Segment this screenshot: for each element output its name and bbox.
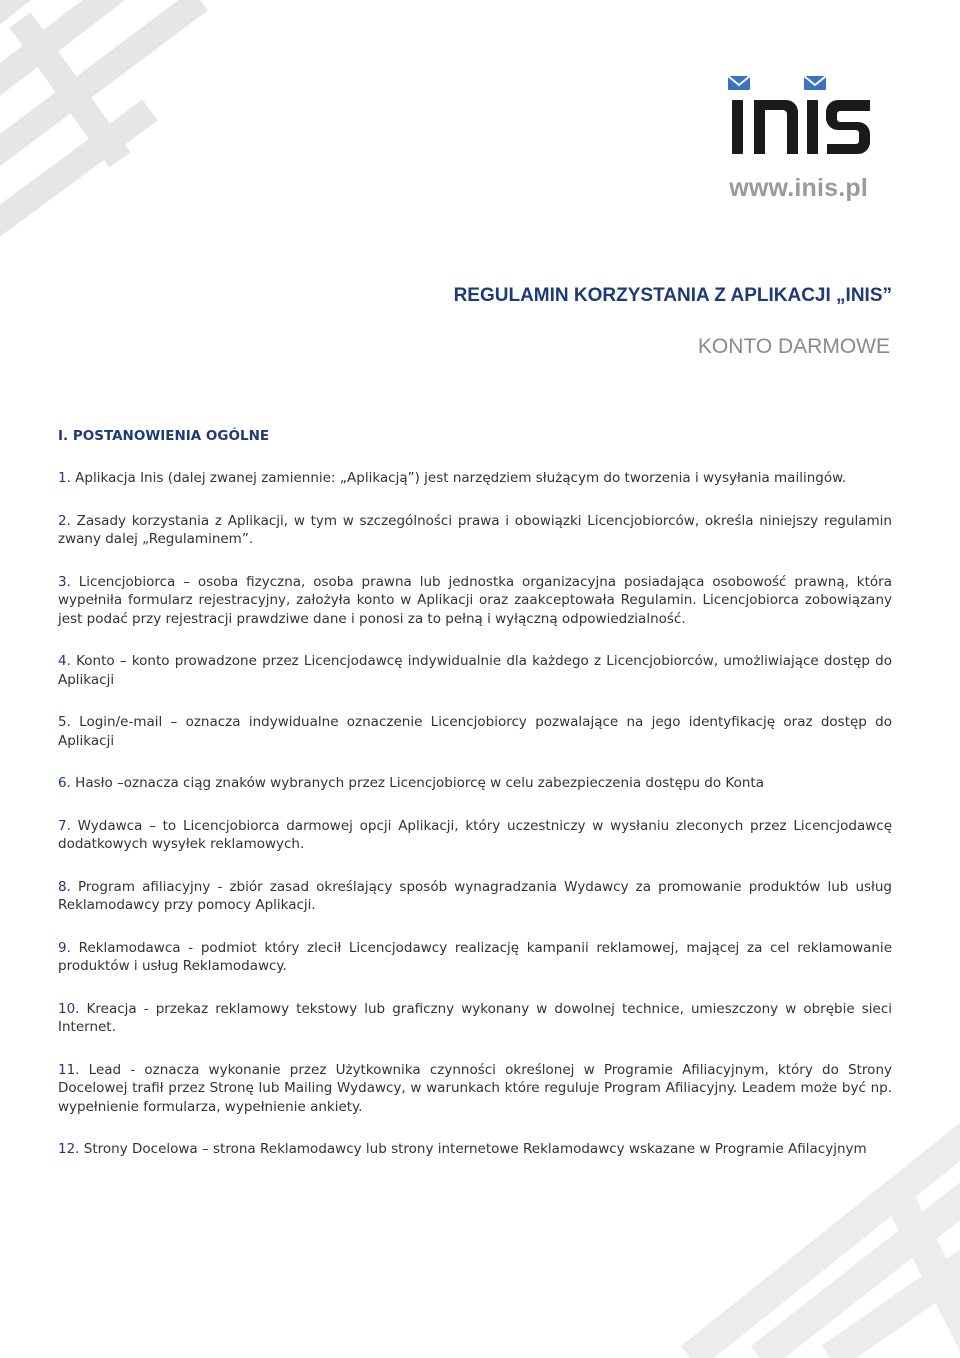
paragraph-number: 5. xyxy=(58,714,71,730)
paragraph-10 xyxy=(58,1000,892,1037)
paragraph-number: 3. xyxy=(58,573,71,590)
paragraph-number: 12. xyxy=(58,1141,80,1157)
document-subtitle: KONTO DARMOWE xyxy=(697,335,890,358)
paragraph-number: 2. xyxy=(58,512,71,529)
paragraph-text: Konto – konto prowadzone przez Licencjodawcę indywidualnie dla każdego z Licencjobiorców, umożliwiające dostęp do Aplikacji xyxy=(58,653,892,688)
paragraph-5 xyxy=(58,713,892,750)
paragraph-number: 9. xyxy=(58,939,71,956)
paragraph-number: 1. xyxy=(58,470,71,486)
website-url: www.inis.pl xyxy=(729,174,868,202)
paragraph-7 xyxy=(58,817,892,854)
paragraph-number: 6. xyxy=(58,775,71,791)
paragraph-text: Kreacja - przekaz reklamowy tekstowy lub graficzny wykonany w dowolnej technice, umieszczony w obrębie sieci Internet. xyxy=(58,1000,892,1035)
paragraph-text: Lead - oznacza wykonanie przez Użytkownika czynności określonej w Programie Afiliacyjnym, który do Strony Docelowej trafił przez Stronę lub Mailing Wydawcy, w warunkach które reguluje Program Afiliacyjny. Leadem może być np. wypełnienie formularza, wypełnienie ankiety. xyxy=(58,1061,892,1115)
logo-envelope-icon xyxy=(728,76,826,90)
paragraph-number: 8. xyxy=(58,878,71,895)
paragraph-text: Login/e-mail – oznacza indywidualne oznaczenie Licencjobiorcy pozwalające na jego identyfikację oraz dostęp do Aplikacji xyxy=(58,714,892,749)
paragraph-number: 11. xyxy=(58,1061,80,1078)
document-title: REGULAMIN KORZYSTANIA Z APLIKACJI „INIS” xyxy=(453,285,892,306)
inis-logo xyxy=(728,74,874,158)
paragraph-text: Strony Docelowa – strona Reklamodawcy lub strony internetowe Reklamodawcy wskazane w Programie Afilacyjnym xyxy=(79,1141,867,1157)
paragraph-text: Licencjobiorca – osoba fizyczna, osoba prawna lub jednostka organizacyjna posiadająca osobowość prawną, która wypełniła formularz rejestracyjny, założyła konto w Aplikacji oraz zaakceptowała Regulamin. Licencjobiorca zobowiązany jest podać przy rejestracji prawdziwe dane i ponosi za to pełną i wyłączną odpowiedzialność. xyxy=(58,573,892,627)
paragraph-12 xyxy=(58,1140,892,1159)
paragraph-11 xyxy=(58,1061,892,1117)
paragraph-3 xyxy=(58,573,892,629)
paragraph-9 xyxy=(58,939,892,976)
paragraph-text: Aplikacja Inis (dalej zwanej zamiennie: „Aplikacją”) jest narzędziem służącym do tworzenia i wysyłania mailingów. xyxy=(70,470,847,486)
paragraph-2 xyxy=(58,512,892,549)
paragraph-8 xyxy=(58,878,892,915)
paragraph-text: Wydawca – to Licencjobiorca darmowej opcji Aplikacji, który uczestniczy w wysłaniu zleconych przez Licencjodawcę dodatkowych wysyłek reklamowych. xyxy=(58,817,892,852)
paragraph-1 xyxy=(58,469,892,488)
section-heading: I. POSTANOWIENIA OGÓLNE xyxy=(58,428,270,444)
paragraph-4 xyxy=(58,652,892,689)
paragraph-number: 7. xyxy=(58,817,71,834)
paragraph-number: 4. xyxy=(58,653,71,669)
paragraph-text: Hasło –oznacza ciąg znaków wybranych przez Licencjobiorcę w celu zabezpieczenia dostępu do Konta xyxy=(70,775,764,791)
paragraph-6 xyxy=(58,774,892,793)
paragraph-number: 10. xyxy=(58,1000,80,1017)
paragraph-list xyxy=(58,469,892,1183)
paragraph-text: Reklamodawca - podmiot który zlecił Licencjodawcy realizację kampanii reklamowej, mającej za cel reklamowanie produktów i usług Reklamodawcy. xyxy=(58,939,892,974)
paragraph-text: Zasady korzystania z Aplikacji, w tym w szczególności prawa i obowiązki Licencjobiorców, określa niniejszy regulamin zwany dalej „Regulaminem”. xyxy=(58,512,892,547)
paragraph-text: Program afiliacyjny - zbiór zasad określający sposób wynagradzania Wydawcy za promowanie produktów lub usług Reklamodawcy przy pomocy Aplikacji. xyxy=(58,878,892,913)
